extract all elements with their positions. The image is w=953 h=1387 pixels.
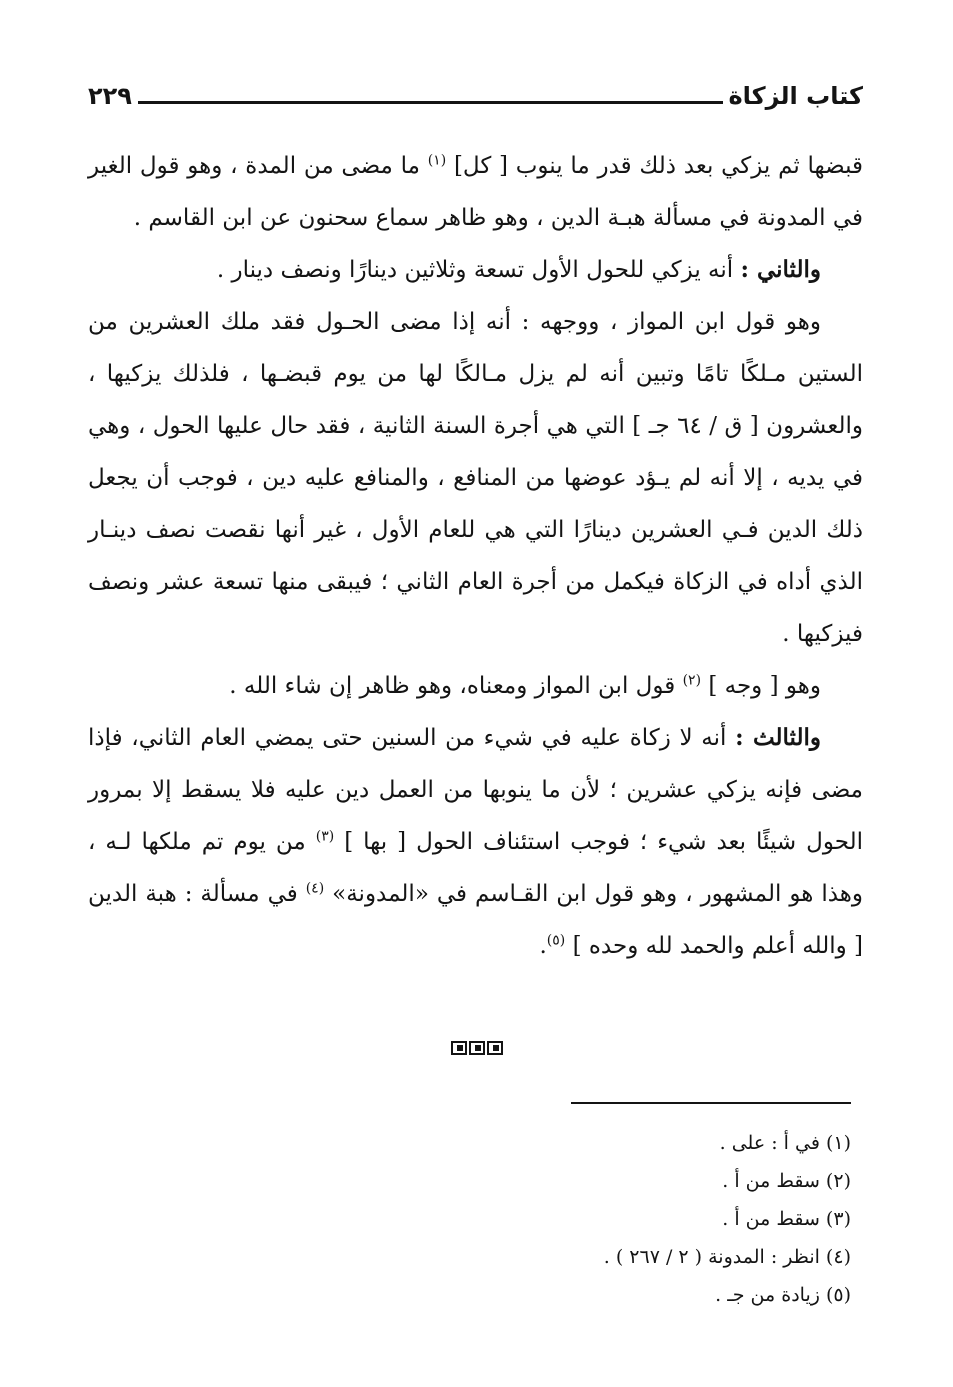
section-end-ornament xyxy=(0,1040,953,1059)
square-ornament-icon xyxy=(487,1041,503,1055)
text-run: من يوم تم ملكها لـه ، وهذا هو المشهور ، وهو قول ابن القـاسم في «المدونة» xyxy=(88,829,864,907)
footnote-ref-2: (٢) xyxy=(682,672,702,689)
main-text xyxy=(88,140,863,972)
square-ornament-icon xyxy=(451,1041,467,1055)
text-run: قول ابن المواز ومعناه، وهو ظاهر إن شاء الله . xyxy=(229,673,676,699)
footnote-4: (٤) انظر : المدونة ( ٢ / ٢٦٧ ) . xyxy=(603,1246,851,1268)
text-run: قبضها ثم يزكي بعد ذلك قدر ما ينوب [ كل] xyxy=(453,153,864,179)
footnote-5: (٥) زيادة من جـ . xyxy=(715,1284,851,1306)
text-run: وهو [ وجه ] xyxy=(708,673,821,699)
header-rule xyxy=(138,101,723,104)
footnote-ref-5: (٥) xyxy=(546,932,566,949)
footnote-ref-1: (١) xyxy=(427,152,447,169)
text-run: وهو قول ابن المواز ، ووجهه : أنه إذا مضى الحـول فقد ملك العشرين من الستين مـلكًا تامًا وتبين أنه لم يزل مـالكًا لها من يوم قبضـها ، فلذلك يزكيها ، والعشرون [ ق / ٦٤ جـ ] التي هي أجرة السنة الثانية ، فقد حال عليها الحول ، وهي في يديه ، إلا أنه لم يـؤد عوضها من المنافع ، والمنافع عليه دين ، فوجب أن يجعل ذلك الدين فـي العشرين دينارًا التي هي للعام الأول ، غير أنها نقصت نصف دينـار الذي أداه في الزكاة فيكمل من أجرة العام الثاني ؛ فيبقى منها تسعة عشر ونصف فيزكيها . xyxy=(88,309,863,647)
footnote-ref-4: (٤) xyxy=(305,880,325,897)
paragraph-explanation xyxy=(88,296,863,660)
footnote-ref-3: (٣) xyxy=(315,828,335,845)
footnotes xyxy=(251,1124,851,1314)
text-run: . xyxy=(539,933,547,959)
text-run: أنه لا زكاة عليه في شيء من السنين حتى يمضي العام الثاني، فإذا مضى فإنه يزكي عشرين ؛ لأن ما ينوبها من العمل دين عليه فلا يسقط إلا بمرور الحول شيئًا بعد شيء ؛ فوجب استئناف الحول [ بها ] xyxy=(88,725,864,855)
square-ornament-icon xyxy=(469,1041,485,1055)
text-run: في مسألة : هبة الدين [ والله أعلم والحمد لله وحده ] xyxy=(88,881,863,959)
text-run: ما مضى من المدة ، وهو قول الغير في المدونة في مسألة هبـة الدين ، وهو ظاهر سماع سحنون عن ابن القاسم . xyxy=(88,153,863,231)
paragraph-third-opinion xyxy=(88,712,863,972)
running-header xyxy=(88,82,863,122)
paragraph-second-opinion xyxy=(88,244,863,296)
lead-word: والثاني : xyxy=(740,256,821,283)
paragraph-aspect xyxy=(88,660,863,712)
footnote-separator xyxy=(571,1102,851,1104)
paragraph-continuation xyxy=(88,140,863,244)
book-title: كتاب الزكاة xyxy=(728,82,863,110)
footnote-3: (٣) سقط من أ . xyxy=(722,1208,851,1230)
text-run: أنه يزكي للحول الأول تسعة وثلاثين دينارًا ونصف دينار . xyxy=(216,257,734,283)
page-number: ٢٢٩ xyxy=(88,82,132,110)
footnote-1: (١) في أ : على . xyxy=(719,1132,851,1154)
lead-word: والثالث : xyxy=(735,724,821,751)
footnote-2: (٢) سقط من أ . xyxy=(722,1170,851,1192)
